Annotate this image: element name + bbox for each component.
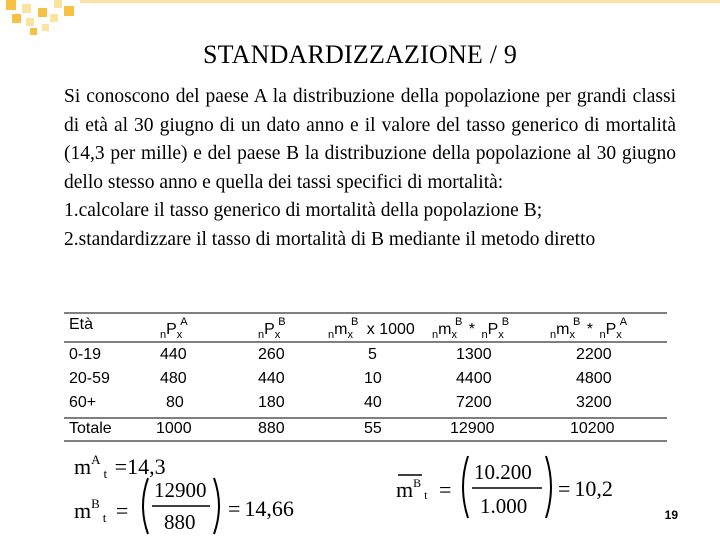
formula-rate-a: $m^At =14,3$ (74, 452, 166, 481)
cell-pop-a: 1000 (156, 420, 192, 437)
cell-pop-b: 180 (258, 394, 285, 411)
corner-decoration (0, 0, 720, 40)
header-age: Età (69, 316, 94, 333)
cell-pop-b: 440 (258, 370, 285, 387)
cell-age: 60+ (69, 394, 97, 411)
fraction-denominator: 880 (164, 510, 196, 534)
cell-age: 20-59 (69, 370, 110, 387)
formula-standardized-lhs: $m^Bt$ = (396, 476, 452, 502)
population-table (64, 312, 667, 442)
fraction-denominator: 1.000 (480, 494, 528, 518)
header-expected-deaths: $_nm_x^B * _nP_x^A$ (550, 316, 628, 341)
cell-deaths-b: 7200 (456, 394, 492, 411)
task-item-2: 2.standardizzare il tasso di mortalità di B mediante il metodo diretto (64, 228, 596, 250)
cell-deaths-b: 4400 (456, 370, 492, 387)
cell-rate-b: 55 (364, 420, 382, 437)
cell-age: 0-19 (69, 346, 102, 363)
task-item-1: 1.calcolare il tasso generico di mortalità della popolazione B; (64, 200, 543, 222)
cell-pop-b: 260 (258, 346, 285, 363)
cell-expected: 4800 (576, 370, 612, 387)
page-number: 19 (664, 508, 678, 522)
cell-expected: 2200 (576, 346, 612, 363)
fraction-numerator: 10.200 (474, 460, 532, 484)
fraction-numerator: 12900 (154, 478, 207, 502)
cell-deaths-b: 12900 (450, 420, 495, 437)
cell-rate-b: 10 (364, 370, 382, 387)
formula-rate-b-lhs: $m^Bt$ = (74, 496, 129, 525)
cell-pop-b: 880 (258, 420, 285, 437)
cell-age: Totale (69, 420, 112, 437)
cell-expected: 10200 (570, 420, 615, 437)
header-deaths-b: $_nm_x^B * _nP_x^B$ (432, 316, 510, 341)
header-pop-b: $_nP_x^B$ (258, 316, 286, 341)
cell-rate-b: 5 (368, 346, 377, 363)
cell-deaths-b: 1300 (456, 346, 492, 363)
slide-title: STANDARDIZZAZIONE / 9 (202, 40, 518, 69)
cell-expected: 3200 (576, 394, 612, 411)
header-rate-b: $_nm_x^B$ x 1000 (328, 316, 415, 341)
cell-pop-a: 80 (166, 394, 184, 411)
cell-pop-a: 480 (160, 370, 187, 387)
intro-paragraph: Si conoscono del paese A la distribuzione della popolazione per grandi classi di età al 30 giugno di un dato anno e il valore del tasso generico di mortalità (14,3 per mille) e del paese B la distribuzione della popolazione al 30 giugno dello stesso anno e quella dei tassi specifici di mortalità: (64, 86, 676, 193)
cell-pop-a: 440 (160, 346, 187, 363)
formula-rate-b-result: = 14,66 (228, 496, 294, 521)
problem-text (64, 83, 676, 255)
cell-rate-b: 40 (364, 394, 382, 411)
formula-standardized-result: = 10,2 (558, 476, 613, 501)
header-pop-a: $_nP_x^A$ (160, 316, 188, 341)
